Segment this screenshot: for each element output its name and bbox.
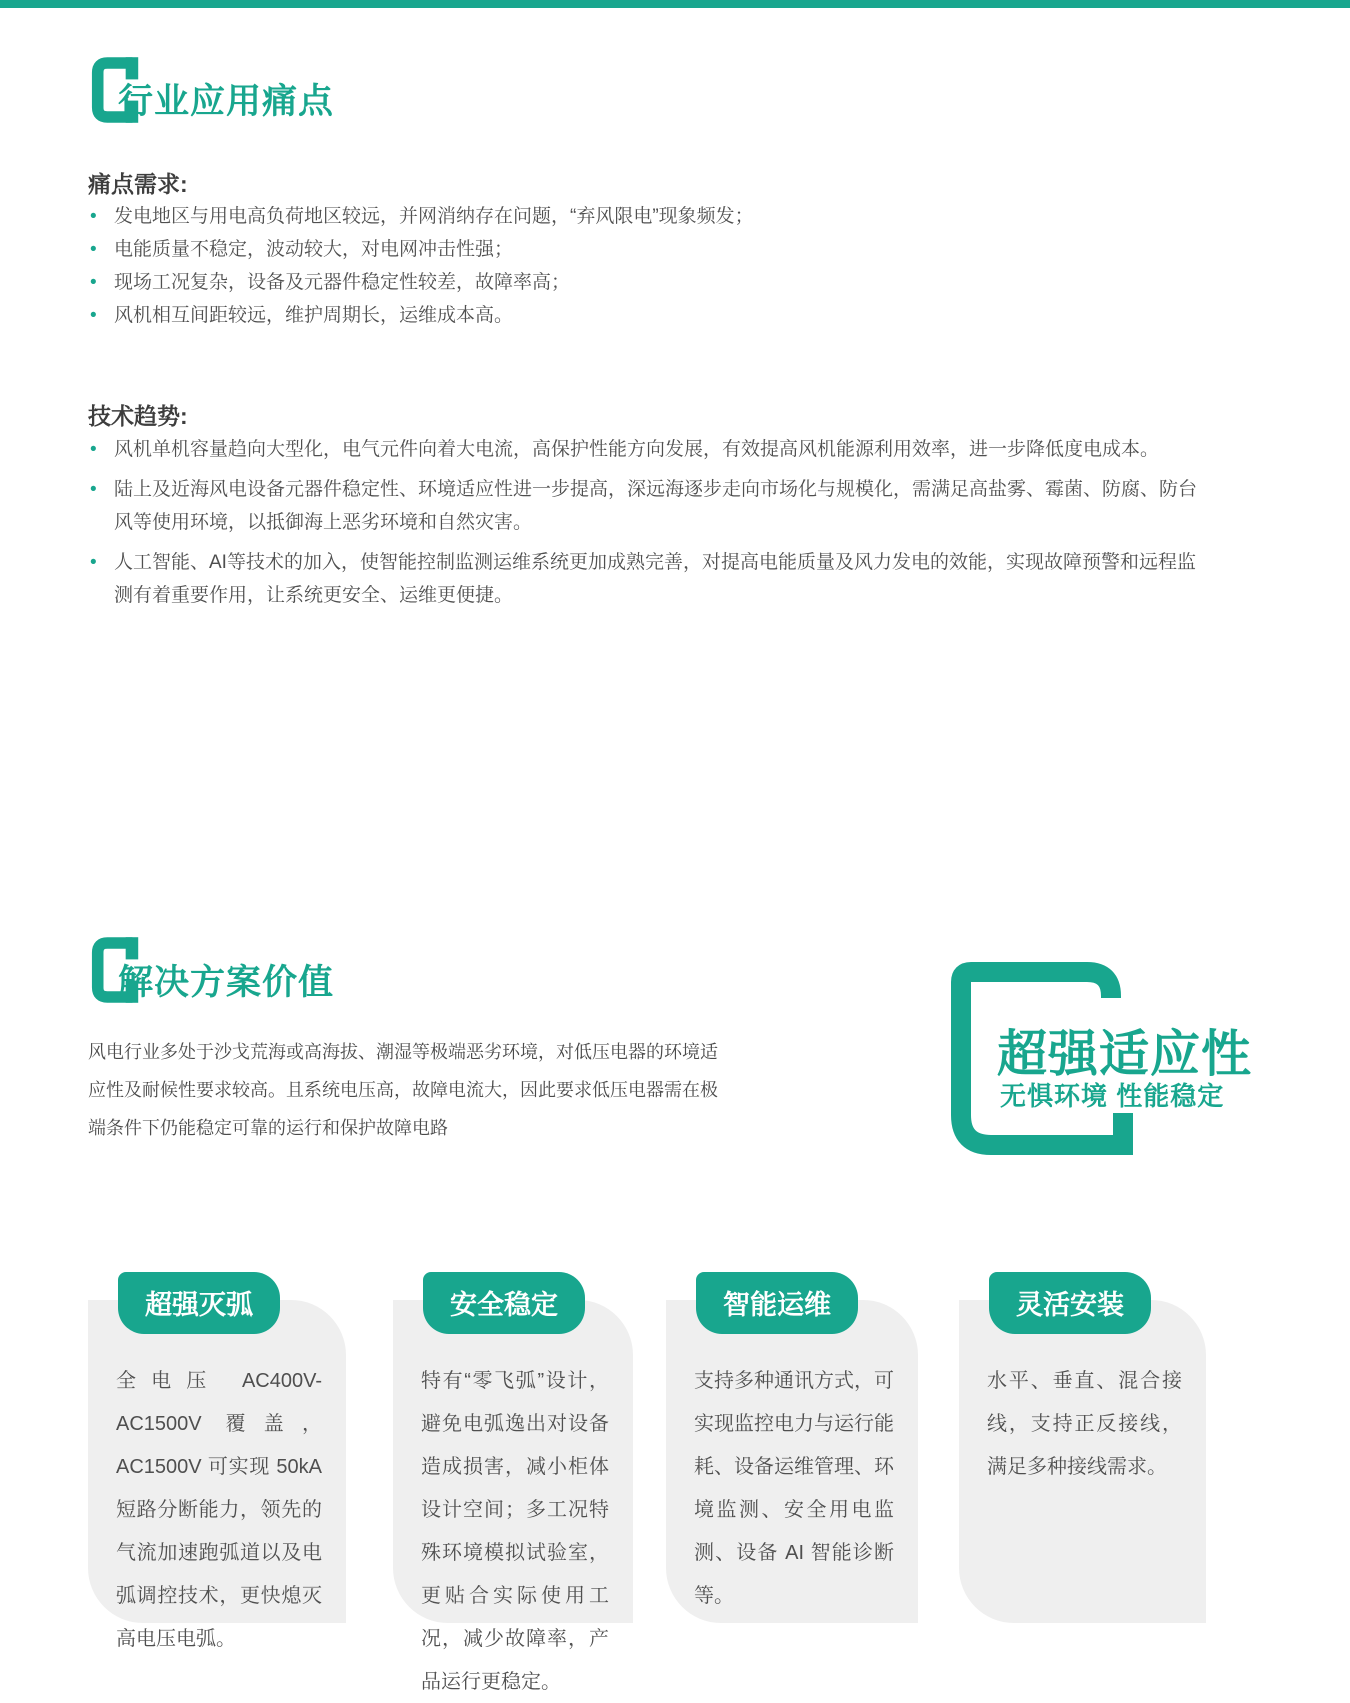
feature-subline: 无惧环境 性能稳定 (1000, 1081, 1225, 1111)
card-body-text: 全电压 AC400V-AC1500V 覆盖，AC1500V 可实现 50kA 短路分断能力，领先的气流加速跑弧道以及电弧调控技术，更快熄灭高电压电弧。 (116, 1370, 322, 1650)
card-body-text: 特有“零飞弧”设计，避免电弧逸出对设备造成损害，减小柜体设计空间；多工况特殊环境模拟试验室，更贴合实际使用工况，减少故障率，产品运行更稳定。 (421, 1370, 609, 1693)
solution-paragraph: 风电行业多处于沙戈荒海或高海拔、潮湿等极端恶劣环境，对低压电器的环境适应性及耐候性要求较高。且系统电压高，故障电流大，因此要求低压电器需在极端条件下仍能稳定可靠的运行和保护故障电路 (88, 1042, 718, 1138)
card-body-text: 支持多种通讯方式，可实现监控电力与运行能耗、设备运维管理、环境监测、安全用电监测、设备 AI 智能诊断等。 (694, 1370, 894, 1607)
list-item: • 陆上及近海风电设备元器件稳定性、环境适应性进一步提高，深远海逐步走向市场化与规模化，需满足高盐雾、霉菌、防腐、防台风等使用环境，以抵御海上恶劣环境和自然灾害。 (88, 473, 1209, 539)
card-badge: 安全稳定 (423, 1272, 585, 1334)
card-badge: 智能运维 (696, 1272, 858, 1334)
value-card (88, 1290, 346, 1650)
card-badge: 超强灭弧 (118, 1272, 280, 1334)
list-item: • 发电地区与用电高负荷地区较远，并网消纳存在问题，“弃风限电”现象频发； (88, 200, 1208, 233)
card-body-text: 水平、垂直、混合接线，支持正反接线，满足多种接线需求。 (987, 1370, 1182, 1478)
value-card (666, 1290, 918, 1623)
list-item: • 电能质量不稳定，波动较大，对电网冲击性强； (88, 233, 1208, 266)
section-title-pain: 行业应用痛点 (118, 82, 335, 121)
value-card (393, 1290, 633, 1693)
value-card (959, 1290, 1206, 1623)
card-badge: 灵活安装 (989, 1272, 1151, 1334)
list-item: • 人工智能、AI等技术的加入，使智能控制监测运维系统更加成熟完善，对提高电能质量及风力发电的效能，实现故障预警和远程监测有着重要作用，让系统更安全、运维更便捷。 (88, 546, 1209, 612)
list-item: • 风机相互间距较远，维护周期长，运维成本高。 (88, 299, 1208, 332)
section-title-solution: 解决方案价值 (118, 963, 335, 1002)
top-accent-bar (0, 0, 1350, 8)
trend-label: 技术趋势: (88, 403, 188, 429)
feature-headline: 超强适应性 (997, 1026, 1252, 1082)
pain-demand-list (88, 200, 1208, 332)
trend-list (88, 433, 1208, 619)
pain-demand-label: 痛点需求: (88, 171, 188, 197)
list-item: • 现场工况复杂，设备及元器件稳定性较差，故障率高； (88, 266, 1208, 299)
list-item: • 风机单机容量趋向大型化，电气元件向着大电流，高保护性能方向发展，有效提高风机能源利用效率，进一步降低度电成本。 (88, 433, 1209, 466)
